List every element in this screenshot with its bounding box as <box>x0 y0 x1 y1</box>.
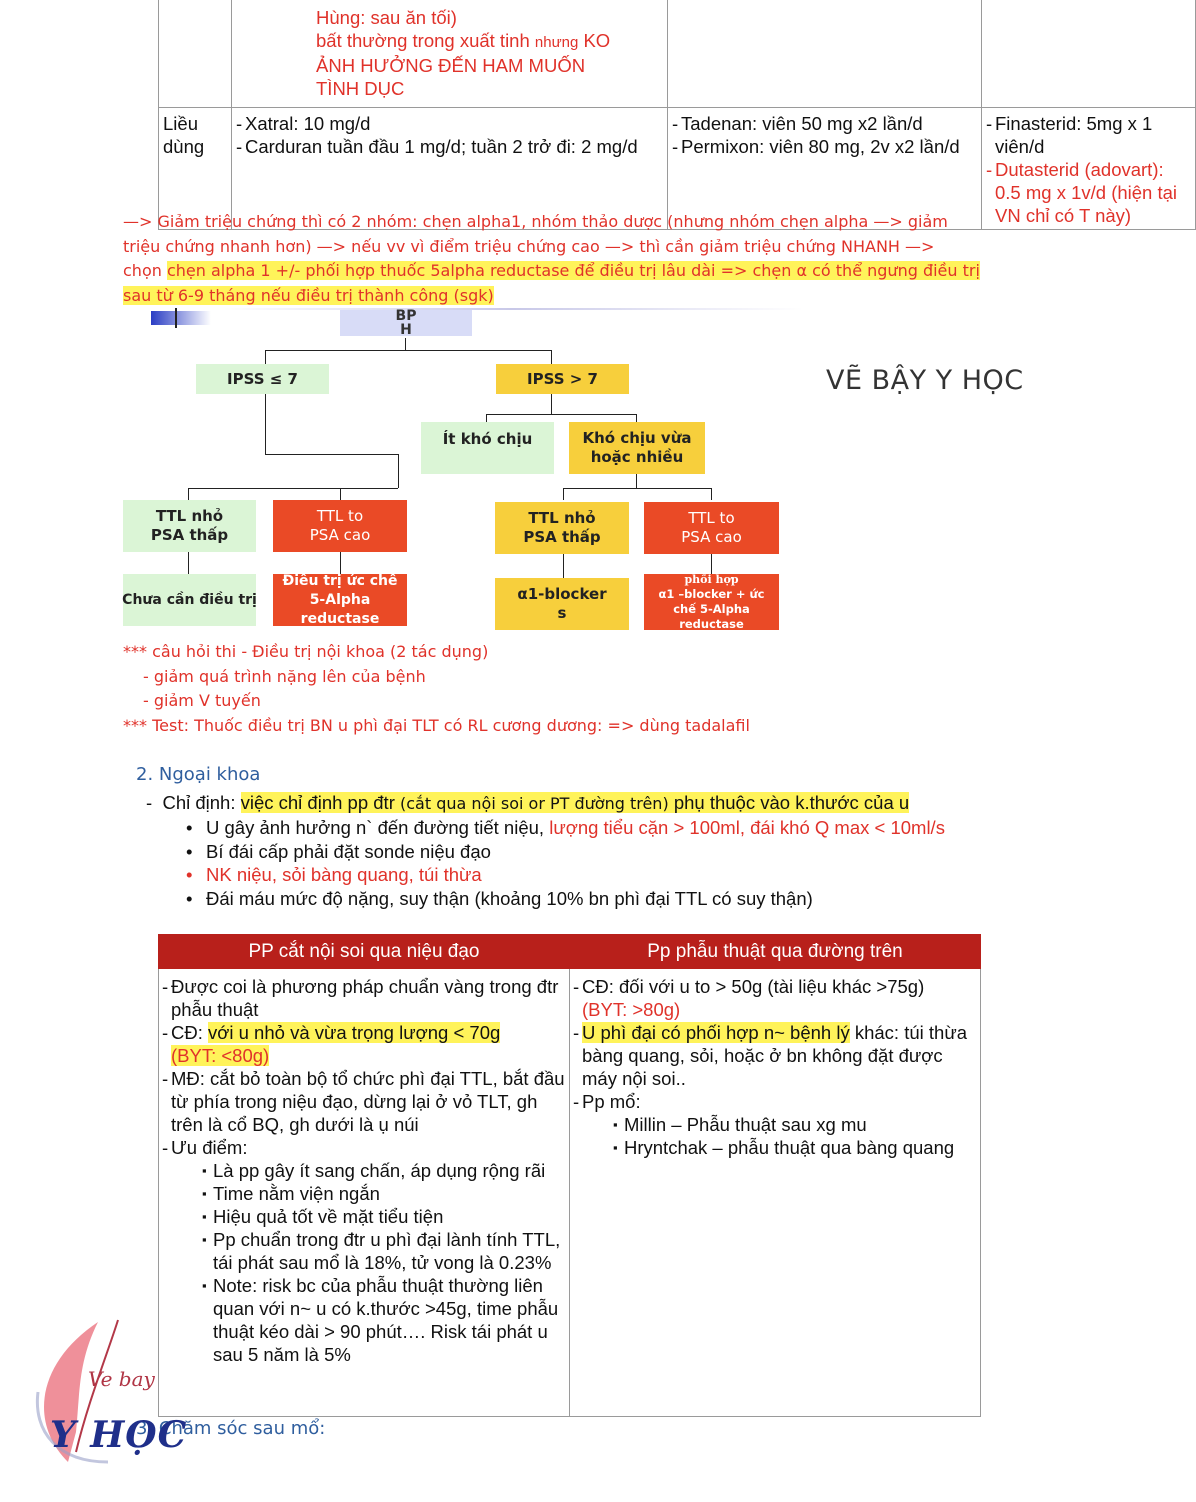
logo-script: Ve bay <box>88 1367 155 1391</box>
list-item: ▪ Là pp gây ít sang chấn, áp dụng rộng rãi <box>204 1159 566 1182</box>
list-item: ▪ Note: risk bc của phẫu thuật thường liên quan với n~ u có k.thước >45g, time phẫu thuật kéo dài > 90 phút…. Risk tái phát u sau 5 năm là 5% <box>204 1274 566 1366</box>
dose-item: - Permixon: viên 80 mg, 2v x2 lần/d <box>672 135 977 158</box>
table-cell <box>159 969 570 1417</box>
flow-ttl-small-1: TTL nhỏ PSA thấp <box>123 500 256 552</box>
list-item: - Được coi là phương pháp chuẩn vàng trong đtr phẫu thuật <box>162 975 566 1021</box>
section-heading-postop: 3. Chăm sóc sau mổ: <box>136 1418 326 1439</box>
decor-bar <box>151 311 211 325</box>
dosage-table <box>158 0 1196 230</box>
table-cell <box>232 0 668 108</box>
bph-flowchart <box>123 308 783 638</box>
flow-watermark-text: VẼ BẬY Y HỌC <box>826 365 1024 396</box>
note-line: triệu chứng nhanh hơn) —> nếu vv vì điểm triệu chứng cao —> thì cần giảm triệu chứng NHANH —> <box>123 236 935 256</box>
list-item: - U phì đại có phối hợp n~ bệnh lý khác: túi thừa bàng quang, sỏi, hoặc ở bn không đặt được máy nội soi.. <box>573 1021 977 1090</box>
cont-line: bất thường trong xuất tinh nhưng KO <box>316 30 611 51</box>
exam-question: *** Test: Thuốc điều trị BN u phì đại TLT có RL cương dương: => dùng tadalafil <box>123 715 750 735</box>
flow-little-discomfort: Ít khó chịu <box>421 422 554 474</box>
list-item: - Pp mổ: <box>573 1090 977 1113</box>
flow-no-treatment: Chưa cần điều trị <box>123 574 256 626</box>
list-item: ▪ Hiệu quả tốt về mặt tiểu tiện <box>204 1205 566 1228</box>
decor-tick <box>175 308 177 328</box>
surgery-comparison-table <box>158 934 981 1417</box>
surgery-indication <box>146 791 976 815</box>
col-header-open-surgery: Pp phẫu thuật qua đường trên <box>570 935 981 969</box>
exam-notes <box>123 640 1023 738</box>
row-label: Liều dùng <box>159 108 232 230</box>
treatment-note <box>123 210 1123 308</box>
list-item: ▪ Time nằm viện ngắn <box>204 1182 566 1205</box>
logo <box>18 1312 218 1472</box>
dose-item: - Finasterid: 5mg x 1 viên/d <box>986 112 1191 158</box>
list-item: • Đái máu mức độ nặng, suy thận (khoảng 10% bn phì đại TTL có suy thận) <box>186 887 813 909</box>
flow-alpha-blocker: α1-blocker s <box>495 578 629 630</box>
table-cell <box>159 0 232 108</box>
table-cell <box>982 0 1196 108</box>
cont-line: Hùng: sau ăn tối) <box>316 7 457 28</box>
list-item: ▪ Hryntchak – phẫu thuật qua bàng quang <box>615 1136 977 1159</box>
flow-ttl-big-1: TTL to PSA cao <box>273 500 407 552</box>
exam-bullet: - giảm V tuyến <box>143 691 261 710</box>
dose-item: - Xatral: 10 mg/d <box>236 112 663 135</box>
flow-inhibitor-treatment: Điều trị ức chế 5-Alpha reductase <box>273 574 407 626</box>
list-item: - MĐ: cắt bỏ toàn bộ tổ chức phì đại TTL, bắt đầu từ phía trong niệu đạo, dừng lại ở vỏ TLT, gh trên là cổ BQ, gh dưới là ụ núi <box>162 1067 566 1136</box>
note-line: chọn chẹn alpha 1 +/- phối hợp thuốc 5alpha reductase để điều trị lâu dài => chẹn α có thể ngưng điều trị <box>123 261 980 280</box>
flow-ipss-high: IPSS > 7 <box>496 364 629 394</box>
list-item: - CĐ: đối với u to > 50g (tài liệu khác >75g) (BYT: >80g) <box>573 975 977 1021</box>
logo-text: Y HỌC <box>50 1414 188 1456</box>
flow-ttl-small-2: TTL nhỏ PSA thấp <box>495 502 629 554</box>
flow-ipss-low: IPSS ≤ 7 <box>196 364 329 394</box>
list-item: ▪ Millin – Phẫu thuật sau xg mu <box>615 1113 977 1136</box>
flow-root: BP H <box>340 310 472 336</box>
table-cell <box>570 969 981 1417</box>
table-cell <box>668 0 982 108</box>
dose-item: - Carduran tuần đầu 1 mg/d; tuần 2 trở đi: 2 mg/d <box>236 135 663 158</box>
list-item: • NK niệu, sỏi bàng quang, túi thừa <box>186 864 482 885</box>
flow-ttl-big-2: TTL to PSA cao <box>644 502 779 554</box>
indication-line: - Chỉ định: việc chỉ định pp đtr (cắt qua nội soi or PT đường trên) phụ thuộc vào k.thước của u <box>146 792 910 813</box>
list-item: • U gây ảnh hưởng n` đến đường tiết niệu, lượng tiểu cặn > 100ml, đái khó Q max < 10ml/s <box>186 817 945 838</box>
note-line: —> Giảm triệu chứng thì có 2 nhóm: chẹn alpha1, nhóm thảo dược (nhưng nhóm chẹn alpha —> giảm <box>123 212 948 231</box>
flow-combination: phối hợp α1 –blocker + ức chế 5-Alpha reductase <box>644 574 779 630</box>
section-heading-surgery: 2. Ngoại khoa <box>136 764 261 785</box>
dose-item: - Dutasterid (adovart): 0.5 mg x 1v/d (hiện tại VN chỉ có T này) <box>986 158 1191 227</box>
cont-line: ẢNH HƯỞNG ĐẾN HAM MUỐN <box>316 55 586 76</box>
exam-bullet: - giảm quá trình nặng lên của bệnh <box>143 666 426 686</box>
list-item: • Bí đái cấp phải đặt sonde niệu đạo <box>186 840 491 862</box>
flow-moderate-discomfort: Khó chịu vừa hoặc nhiều <box>569 422 705 474</box>
decor-line <box>223 308 803 310</box>
list-item: ▪ Pp chuẩn trong đtr u phì đại lành tính TTL, tái phát sau mổ là 18%, tử vong là 0.23% <box>204 1228 566 1274</box>
cont-line: TÌNH DỤC <box>316 78 405 99</box>
note-line: sau từ 6-9 tháng nếu điều trị thành công (sgk) <box>123 285 494 305</box>
list-item: - Ưu điểm: <box>162 1136 566 1159</box>
col-header-endoscopic: PP cắt nội soi qua niệu đạo <box>159 935 570 969</box>
exam-question: *** câu hỏi thi - Điều trị nội khoa (2 tác dụng) <box>123 642 489 661</box>
dose-item: - Tadenan: viên 50 mg x2 lần/d <box>672 112 977 135</box>
indication-list <box>186 816 956 910</box>
list-item: - CĐ: với u nhỏ và vừa trọng lượng < 70g (BYT: <80g) <box>162 1021 566 1067</box>
